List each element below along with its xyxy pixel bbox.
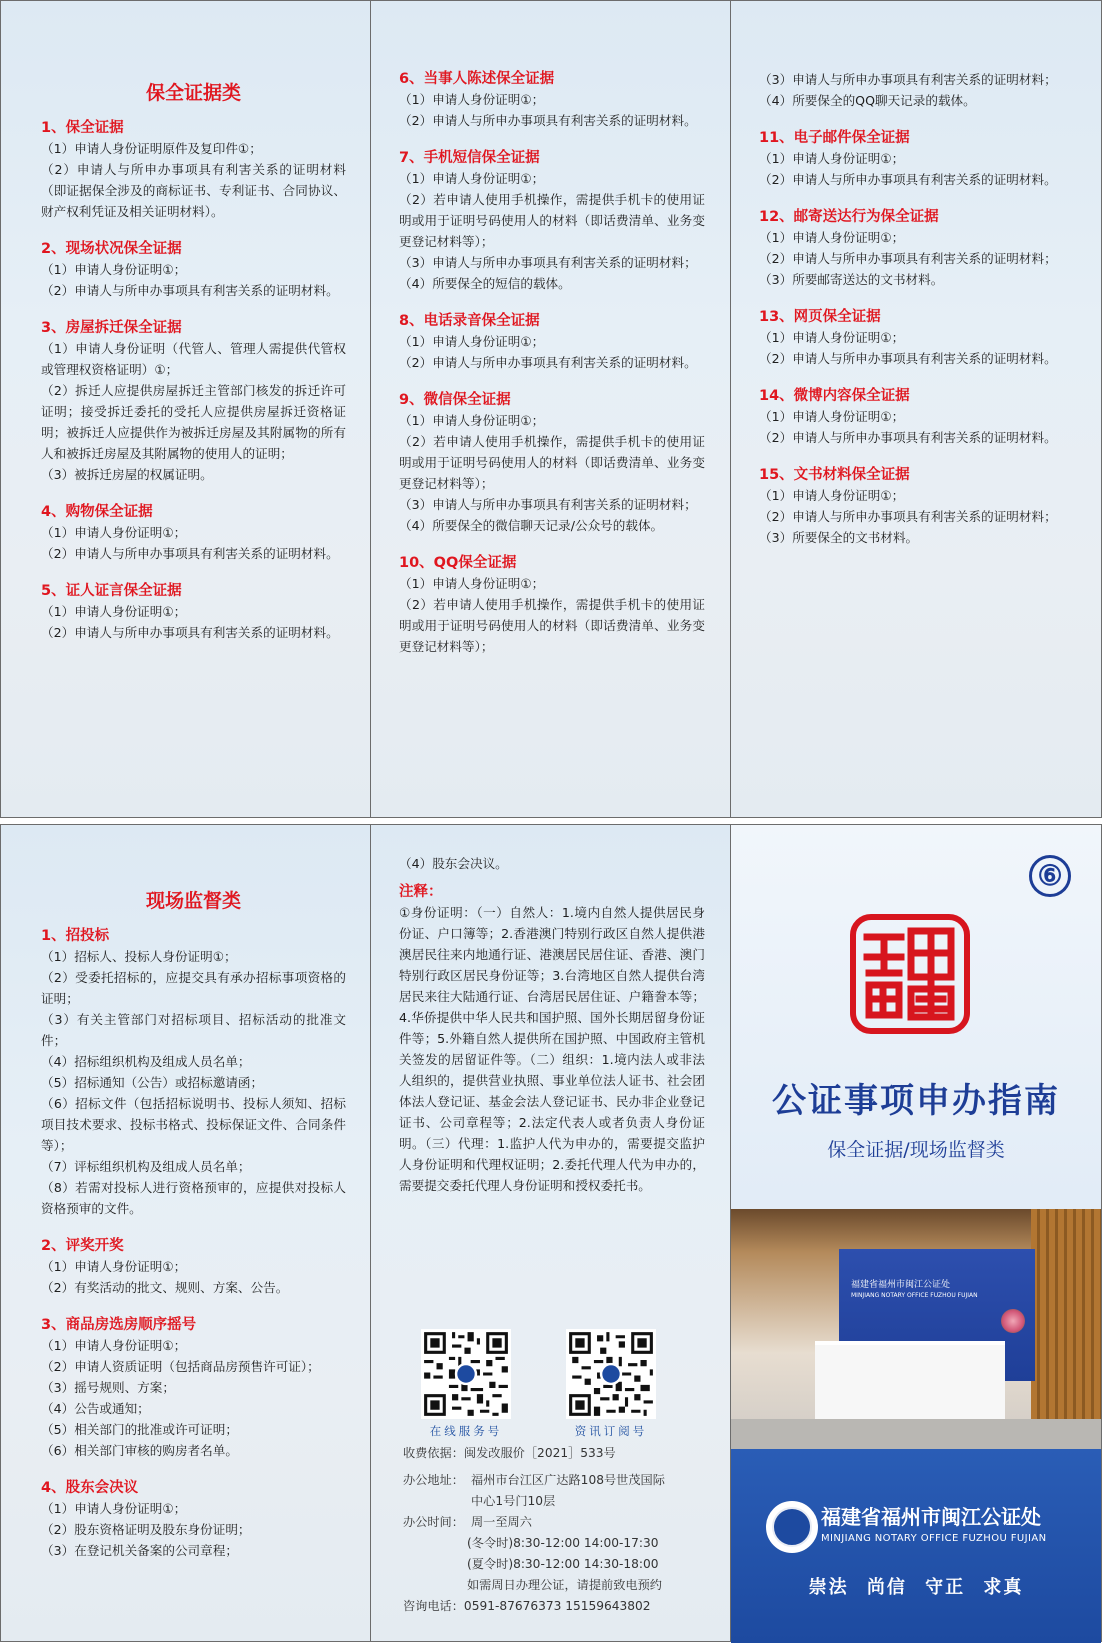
list-item: （1）申请人身份证明①； xyxy=(41,1501,187,1516)
org-name-en: MINJIANG NOTARY OFFICE FUZHOU FUJIAN xyxy=(821,1533,1047,1544)
list-item: （1）申请人身份证明①； xyxy=(399,92,545,107)
list-item: （1）招标人、投标人身份证明①； xyxy=(41,949,237,964)
section xyxy=(759,128,1089,190)
list-item: （4）公告或通知； xyxy=(41,1401,150,1416)
qr-codes xyxy=(421,1329,701,1449)
logo-emblem xyxy=(772,1507,812,1547)
section-heading: 15、文书材料保全证据 xyxy=(759,467,910,483)
section xyxy=(759,465,1089,548)
list-item: （1）申请人身份证明①； xyxy=(41,1259,187,1274)
section-heading: 12、邮寄送达行为保全证据 xyxy=(759,209,939,225)
list-item: （3）申请人与所申办事项具有利害关系的证明材料； xyxy=(759,72,1057,87)
section-heading: 10、QQ保全证据 xyxy=(399,555,517,571)
list-item: （2）申请人与所申办事项具有利害关系的证明材料。 xyxy=(759,351,1057,366)
list-item: （1）申请人身份证明（代管人、管理人需提供代管权或管理权资格证明）①； xyxy=(41,341,346,377)
section-heading: 4、购物保全证据 xyxy=(41,504,153,520)
address-row xyxy=(403,1470,723,1491)
list-item: （5）招标通知（公告）或招标邀请函； xyxy=(41,1075,264,1090)
section xyxy=(41,239,346,301)
wood-panel xyxy=(1031,1209,1101,1449)
section-heading: 8、电话录音保全证据 xyxy=(399,313,540,329)
list-item: （2）若申请人使用手机操作，需提供手机卡的使用证明或用于证明号码使用人的材料（即话费清单、业务变更登记材料等）； xyxy=(399,192,705,249)
section-heading: 5、证人证言保全证据 xyxy=(41,583,182,599)
section xyxy=(399,311,705,373)
list-item: （3）所要邮寄送达的文书材料。 xyxy=(759,272,944,287)
section xyxy=(759,207,1089,290)
list-item: （2）申请人与所申办事项具有利害关系的证明材料； xyxy=(759,251,1057,266)
section xyxy=(41,1315,346,1461)
section-heading: 11、电子邮件保全证据 xyxy=(759,130,910,146)
list-item: （2）申请人与所申办事项具有利害关系的证明材料。 xyxy=(41,283,339,298)
section-heading: 9、微信保全证据 xyxy=(399,392,511,408)
section xyxy=(399,390,705,536)
org-name-cn: 福建省福州市闽江公证处 xyxy=(821,1505,1041,1529)
address-line: 福州市台江区广达路108号世茂国际 xyxy=(471,1473,665,1487)
address-line: 中心1号门10层 xyxy=(471,1494,556,1508)
section-heading: 13、网页保全证据 xyxy=(759,309,881,325)
list-item: （1）申请人身份证明①； xyxy=(399,334,545,349)
list-item: （1）申请人身份证明①； xyxy=(399,413,545,428)
section xyxy=(41,318,346,485)
list-item: （3）有关主管部门对招标项目、招标活动的批准文件； xyxy=(41,1012,346,1048)
section xyxy=(759,307,1089,369)
list-item: （3）所要保全的文书材料。 xyxy=(759,530,919,545)
section-heading: 3、商品房选房顺序摇号 xyxy=(41,1317,197,1333)
list-item: （2）申请人与所申办事项具有利害关系的证明材料。 xyxy=(41,546,339,561)
evidence-list-1 xyxy=(41,83,346,660)
top-left-panel xyxy=(0,0,371,818)
qr-code-icon xyxy=(421,1329,511,1419)
wall-sign-cn: 福建省福州市闽江公证处 xyxy=(851,1280,951,1290)
section-heading: 1、招投标 xyxy=(41,928,110,944)
org-logo-icon xyxy=(766,1501,818,1553)
evidence-list-2 xyxy=(399,69,705,674)
list-item: （2）申请人与所申办事项具有利害关系的证明材料。 xyxy=(399,355,697,370)
list-item: （1）申请人身份证明①； xyxy=(759,488,905,503)
note-heading: 注释： xyxy=(399,884,443,900)
list-item: （7）评标组织机构及组成人员名单； xyxy=(41,1159,251,1174)
section xyxy=(399,69,705,131)
list-item: （1）申请人身份证明①； xyxy=(759,230,905,245)
list-item: （5）相关部门的批准或许可证明； xyxy=(41,1422,238,1437)
continued-lines xyxy=(759,69,1089,111)
list-item: （3）被拆迁房屋的权属证明。 xyxy=(41,467,213,482)
list-item: （2）申请人与所申办事项具有利害关系的证明材料。 xyxy=(759,430,1057,445)
section-heading: 3、房屋拆迁保全证据 xyxy=(41,320,182,336)
list-item: （2）股东资格证明及股东身份证明； xyxy=(41,1522,251,1537)
list-item: （2）受委托招标的，应提交具有承办招标事项资格的证明； xyxy=(41,970,346,1006)
top-right-panel xyxy=(730,0,1102,818)
list-item: （1）申请人身份证明①； xyxy=(759,409,905,424)
qr-news-subscription[interactable] xyxy=(566,1329,656,1439)
office-photo xyxy=(731,1209,1101,1449)
section xyxy=(759,386,1089,448)
list-item: （1）申请人身份证明①； xyxy=(759,151,905,166)
qr-caption: 在线服务号 xyxy=(429,1424,503,1438)
bottom-left-panel xyxy=(0,824,371,1642)
list-item: （2）若申请人使用手机操作，需提供手机卡的使用证明或用于证明号码使用人的材料（即话费清单、业务变更登记材料等）； xyxy=(399,597,705,654)
list-item: （4）所要保全的QQ聊天记录的载体。 xyxy=(759,93,976,108)
section xyxy=(41,1478,346,1561)
section xyxy=(41,581,346,643)
top-sheet xyxy=(0,0,1102,818)
list-item: （2）申请人与所申办事项具有利害关系的证明材料； xyxy=(759,509,1057,524)
hours-label: 办公时间： xyxy=(403,1515,464,1529)
bottom-middle-panel xyxy=(370,824,731,1642)
list-item: （2）申请人资质证明（包括商品房预售许可证）； xyxy=(41,1359,320,1374)
supervision-list xyxy=(41,891,346,1578)
list-item: （6）相关部门审核的购房者名单。 xyxy=(41,1443,238,1458)
list-item: （2）有奖活动的批文、规则、方案、公告。 xyxy=(41,1280,289,1295)
cover-title: 公证事项申办指南 xyxy=(772,1081,1060,1121)
list-item: （1）申请人身份证明①； xyxy=(399,171,545,186)
cover xyxy=(731,825,1101,1641)
section-heading: 2、现场状况保全证据 xyxy=(41,241,182,257)
list-item: （2）拆迁人应提供房屋拆迁主管部门核发的拆迁许可证明；接受拆迁委托的受托人应提供房屋拆迁资格证明；被拆迁人应提供作为被拆迁房屋及其附属物的所有人和被拆迁房屋及其附属物的使用人的证明； xyxy=(41,383,346,461)
bottom-sheet xyxy=(0,824,1102,1642)
list-item: （1）申请人身份证明①； xyxy=(41,262,187,277)
list-item: （3）在登记机关备案的公司章程； xyxy=(41,1543,238,1558)
hours-line: 周一至周六 xyxy=(471,1515,532,1529)
sections xyxy=(399,69,705,657)
list-item: （2）申请人与所申办事项具有利害关系的证明材料。 xyxy=(759,172,1057,187)
list-item: （1）申请人身份证明原件及复印件①； xyxy=(41,141,262,156)
section-heading: 1、保全证据 xyxy=(41,120,124,136)
fee-basis: 收费依据：闽发改服价［2021］533号 xyxy=(403,1446,616,1460)
hours-row xyxy=(403,1512,723,1533)
qr-online-service[interactable] xyxy=(421,1329,511,1439)
list-item: （3）摇号规则、方案； xyxy=(41,1380,175,1395)
list-item: （1）申请人身份证明①； xyxy=(41,525,187,540)
org-motto: 崇法 尚信 守正 求真 xyxy=(808,1577,1024,1598)
section-heading: 2、评奖开奖 xyxy=(41,1238,124,1254)
list-item: （8）若需对投标人进行资格预审的，应提供对投标人资格预审的文件。 xyxy=(41,1180,346,1216)
list-item: （1）申请人身份证明①； xyxy=(41,604,187,619)
panel-title: 保全证据类 xyxy=(145,82,241,104)
section-heading: 7、手机短信保全证据 xyxy=(399,150,540,166)
list-item: （4）股东会决议。 xyxy=(399,856,508,871)
sections xyxy=(41,926,346,1561)
section-heading: 6、当事人陈述保全证据 xyxy=(399,71,555,87)
wall-sign-en: MINJIANG NOTARY OFFICE FUZHOU FUJIAN xyxy=(851,1292,978,1299)
list-item: （1）申请人身份证明①； xyxy=(399,576,545,591)
list-item: （2）申请人与所申办事项具有利害关系的证明材料。 xyxy=(399,113,697,128)
reception-desk xyxy=(815,1341,1005,1423)
floor xyxy=(731,1419,1101,1449)
section xyxy=(41,1236,346,1298)
list-item: （1）申请人身份证明①； xyxy=(41,1338,187,1353)
qr-code-icon xyxy=(566,1329,656,1419)
note-text: ①身份证明：（一）自然人：1.境内自然人提供居民身份证、户口簿等；2.香港澳门特别行政区自然人提供港澳居民往来内地通行证、港澳居民居住证、香港、澳门特别行政区居民身份证等；3.台湾地区自然人提供台湾居民来往大陆通行证、台湾居民居住证、户籍誊本等；4.华侨提供中华人民共和国护照、国外长期居留身份证件等；5.外籍自然人提供所在国护照、中国政府主管机关签发的居留证件等。（二）组织：1.境内法人或非法人组织的，提供营业执照、事业单位法人证书、社会团体法人登记证、基金会法人登记证书、民办非企业登记证书、公司章程等；2.法定代表人或者负责人身份证明。（三）代理：1.监护人代为申办的，需要提交监护人身份证明和代理权证明；2.委托代理人代为申办的，需要提交委托代理人身份证明和授权委托书。 xyxy=(399,905,705,1193)
section xyxy=(41,118,346,222)
list-item: （3）申请人与所申办事项具有利害关系的证明材料； xyxy=(399,255,697,270)
section xyxy=(399,148,705,294)
cover-panel xyxy=(730,824,1102,1642)
page-number-badge: ⑥ xyxy=(1029,855,1071,897)
list-item: （2）若申请人使用手机操作，需提供手机卡的使用证明或用于证明号码使用人的材料（即话费清单、业务变更登记材料等）； xyxy=(399,434,705,491)
notary-seal-icon xyxy=(849,913,971,1035)
list-item: （4）所要保全的微信聊天记录/公众号的载体。 xyxy=(399,518,664,533)
contact-info xyxy=(403,1443,723,1617)
list-item: （6）招标文件（包括招标说明书、投标人须知、招标项目技术要求、投标书格式、投标保证文件、合同条件等）； xyxy=(41,1096,346,1153)
list-item: （2）申请人与所申办事项具有利害关系的证明材料（即证据保全涉及的商标证书、专利证书、合同协议、财产权利凭证及相关证明材料）。 xyxy=(41,162,346,219)
list-item: （4）所要保全的短信的载体。 xyxy=(399,276,571,291)
qr-caption: 资讯订阅号 xyxy=(574,1424,648,1438)
section xyxy=(41,502,346,564)
list-item: （2）申请人与所申办事项具有利害关系的证明材料。 xyxy=(41,625,339,640)
hours-line: (冬令时)8:30-12:00 14:00-17:30 xyxy=(467,1536,659,1550)
sections xyxy=(759,128,1089,548)
panel-title: 现场监督类 xyxy=(145,890,241,912)
evidence-list-3 xyxy=(759,69,1089,565)
section-heading: 14、微博内容保全证据 xyxy=(759,388,910,404)
list-item: （4）招标组织机构及组成人员名单； xyxy=(41,1054,251,1069)
list-item: （1）申请人身份证明①； xyxy=(759,330,905,345)
section-heading: 4、股东会决议 xyxy=(41,1480,139,1496)
org-band xyxy=(731,1449,1101,1643)
hours-line: (夏令时)8:30-12:00 14:30-18:00 xyxy=(467,1557,659,1571)
phone-line: 咨询电话：0591-87676373 15159643802 xyxy=(403,1599,651,1613)
address-label: 办公地址： xyxy=(403,1473,464,1487)
section xyxy=(399,553,705,657)
section xyxy=(41,926,346,1219)
cover-subtitle: 保全证据/现场监督类 xyxy=(827,1139,1005,1161)
sections xyxy=(41,118,346,643)
top-middle-panel xyxy=(370,0,731,818)
wall-sign xyxy=(851,1279,1011,1300)
notes-block xyxy=(399,853,705,1196)
list-item: （3）申请人与所申办事项具有利害关系的证明材料； xyxy=(399,497,697,512)
flower-icon xyxy=(1001,1309,1025,1333)
hours-line: 如需周日办理公证，请提前致电预约 xyxy=(467,1578,662,1592)
